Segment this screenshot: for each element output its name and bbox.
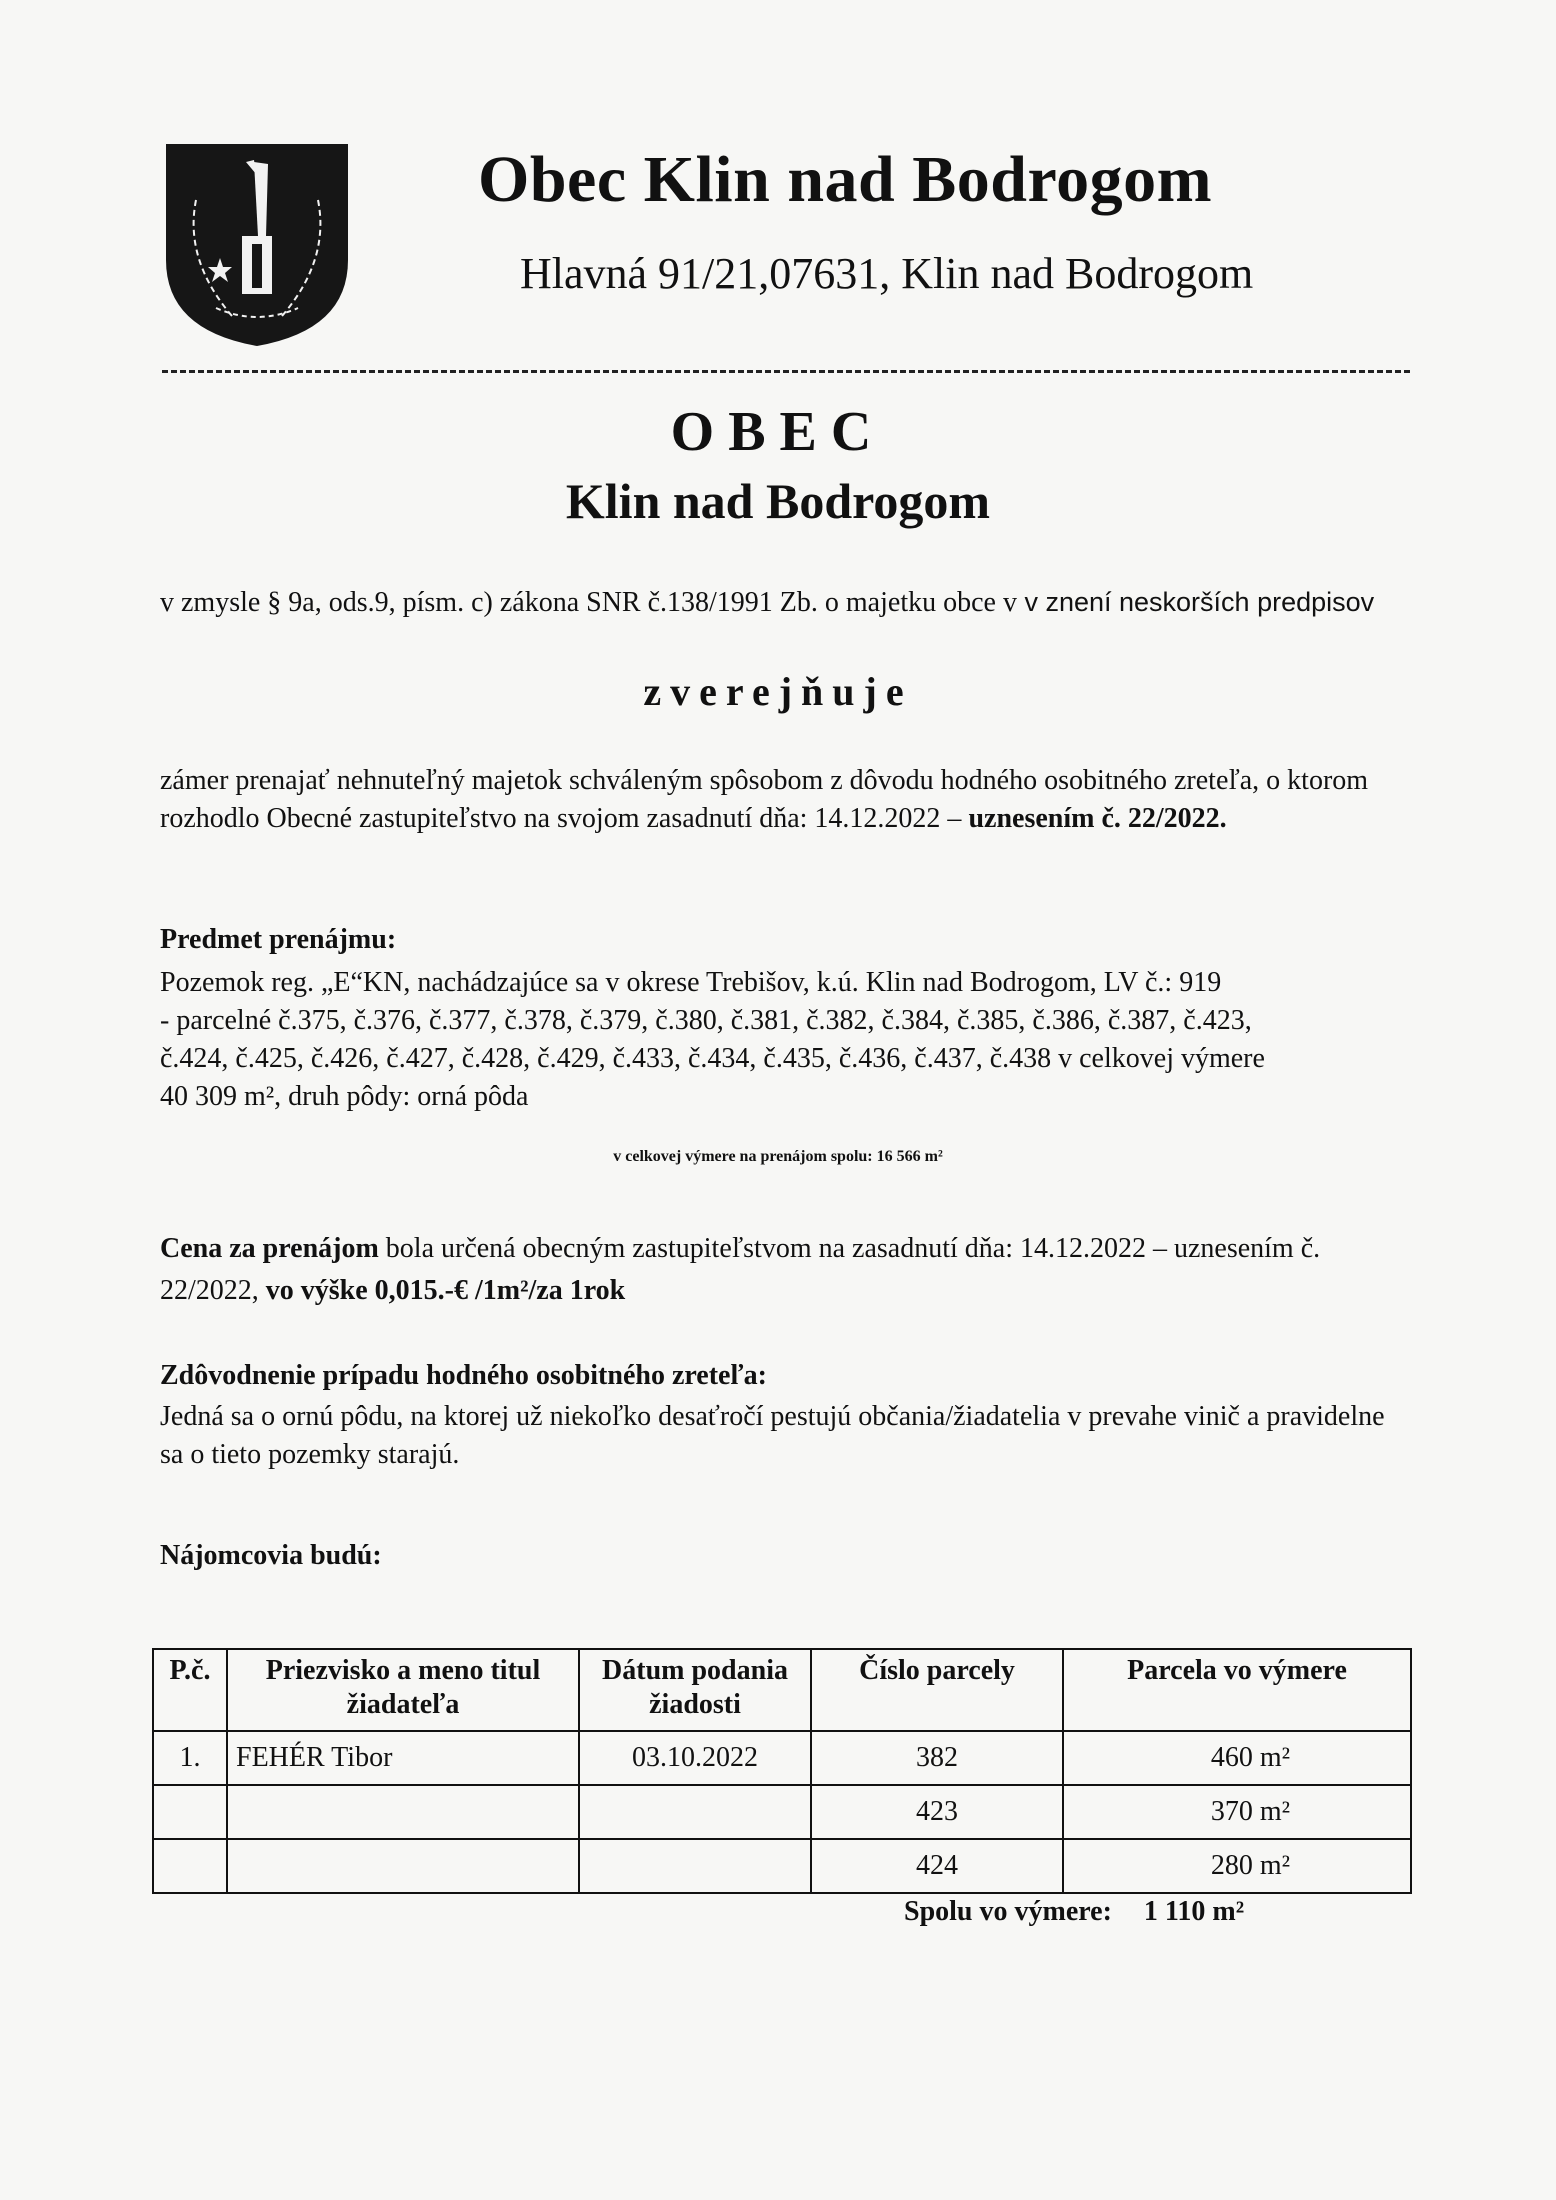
heading-obec: OBEC [670, 401, 886, 463]
parcel-area: 460 m² [1063, 1731, 1411, 1785]
column-header: Dátum podania žiadosti [579, 1649, 811, 1731]
row-number [153, 1839, 227, 1893]
parcel-number: 382 [811, 1731, 1063, 1785]
lessees-heading: Nájomcovia budú: [160, 1540, 382, 1571]
price-amount: vo výške 0,015.-€ /1m²/za 1rok [265, 1275, 626, 1306]
column-header: P.č. [153, 1649, 227, 1731]
column-header: Parcela vo výmere [1063, 1649, 1411, 1731]
parcel-area: 280 m² [1063, 1839, 1411, 1893]
table-row [153, 1785, 1411, 1839]
legal-basis [160, 584, 1410, 621]
price-text: bola určená obecným zastupiteľstvom na zasadnutí dňa: 14.12.2022 – uznesením č. 22/2022, [160, 1233, 1321, 1306]
application-date [579, 1785, 811, 1839]
parcel-number: 423 [811, 1785, 1063, 1839]
price-label: Cena za prenájom [160, 1233, 379, 1264]
column-header: Priezvisko a meno titul žiadateľa [227, 1649, 579, 1731]
lessees-table [152, 1648, 1412, 1894]
subject-line-4: 40 309 m², druh pôdy: orná pôda [160, 1081, 529, 1112]
subject-line-2: - parcelné č.375, č.376, č.377, č.378, č.379, č.380, č.381, č.382, č.384, č.385, č.386, č.387, č.423, [160, 1005, 1252, 1036]
coat-of-arms-icon [162, 140, 352, 350]
area-sum [904, 1896, 1244, 1928]
legal-basis-tail: v znení neskorších predpisov [1016, 587, 1375, 617]
application-date [579, 1839, 811, 1893]
application-date: 03.10.2022 [579, 1731, 811, 1785]
row-number [153, 1785, 227, 1839]
applicant-name [227, 1785, 579, 1839]
subject-line-3: č.424, č.425, č.426, č.427, č.428, č.429, č.433, č.434, č.435, č.436, č.437, č.438 v celkovej výmere [160, 1043, 1265, 1074]
subject-paragraph [160, 964, 1410, 1116]
sum-label: Spolu vo výmere: [904, 1896, 1112, 1927]
heading-municipality: Klin nad Bodrogom [565, 473, 991, 529]
subject-heading: Predmet prenájmu: [160, 924, 397, 955]
price-paragraph [160, 1228, 1410, 1312]
publishes-heading: zverejňuje [643, 669, 913, 714]
reason-text: Jedná sa o ornú pôdu, na ktorej už niekoľko desaťročí pestujú občania/žiadatelia v prevahe vinič a pravidelne sa o tieto pozemky starajú. [160, 1401, 1385, 1470]
subject-line-1: Pozemok reg. „E“KN, nachádzajúce sa v okrese Trebišov, k.ú. Klin nad Bodrogom, LV č.: 919 [160, 967, 1222, 998]
sum-value: 1 110 m² [1143, 1896, 1245, 1927]
applicant-name [227, 1839, 579, 1893]
dashed-divider [162, 370, 1410, 373]
applicant-name: FEHÉR Tibor [227, 1731, 579, 1785]
intent-paragraph [160, 762, 1410, 838]
municipality-title: Obec Klin nad Bodrogom [478, 143, 1213, 216]
reason-heading: Zdôvodnenie prípadu hodného osobitného zreteľa: [160, 1360, 767, 1391]
table-body [153, 1731, 1411, 1893]
row-number: 1. [153, 1731, 227, 1785]
legal-basis-text: v zmysle § 9a, ods.9, písm. c) zákona SNR č.138/1991 Zb. o majetku obce v [160, 587, 1017, 618]
total-area: v celkovej výmere na prenájom spolu: 16 566 m² [613, 1148, 943, 1165]
table-header-row [153, 1649, 1411, 1731]
table-row [153, 1731, 1411, 1785]
municipality-address: Hlavná 91/21,07631, Klin nad Bodrogom [520, 249, 1254, 298]
parcel-area: 370 m² [1063, 1785, 1411, 1839]
table-row [153, 1839, 1411, 1893]
column-header: Číslo parcely [811, 1649, 1063, 1731]
intent-text: zámer prenajať nehnuteľný majetok schváleným spôsobom z dôvodu hodného osobitného zreteľa, o ktorom rozhodlo Obecné zastupiteľstvo na svojom zasadnutí dňa: 14.12.2022 – [160, 765, 1369, 834]
parcel-number: 424 [811, 1839, 1063, 1893]
intent-resolution: uznesením č. 22/2022. [968, 803, 1227, 834]
